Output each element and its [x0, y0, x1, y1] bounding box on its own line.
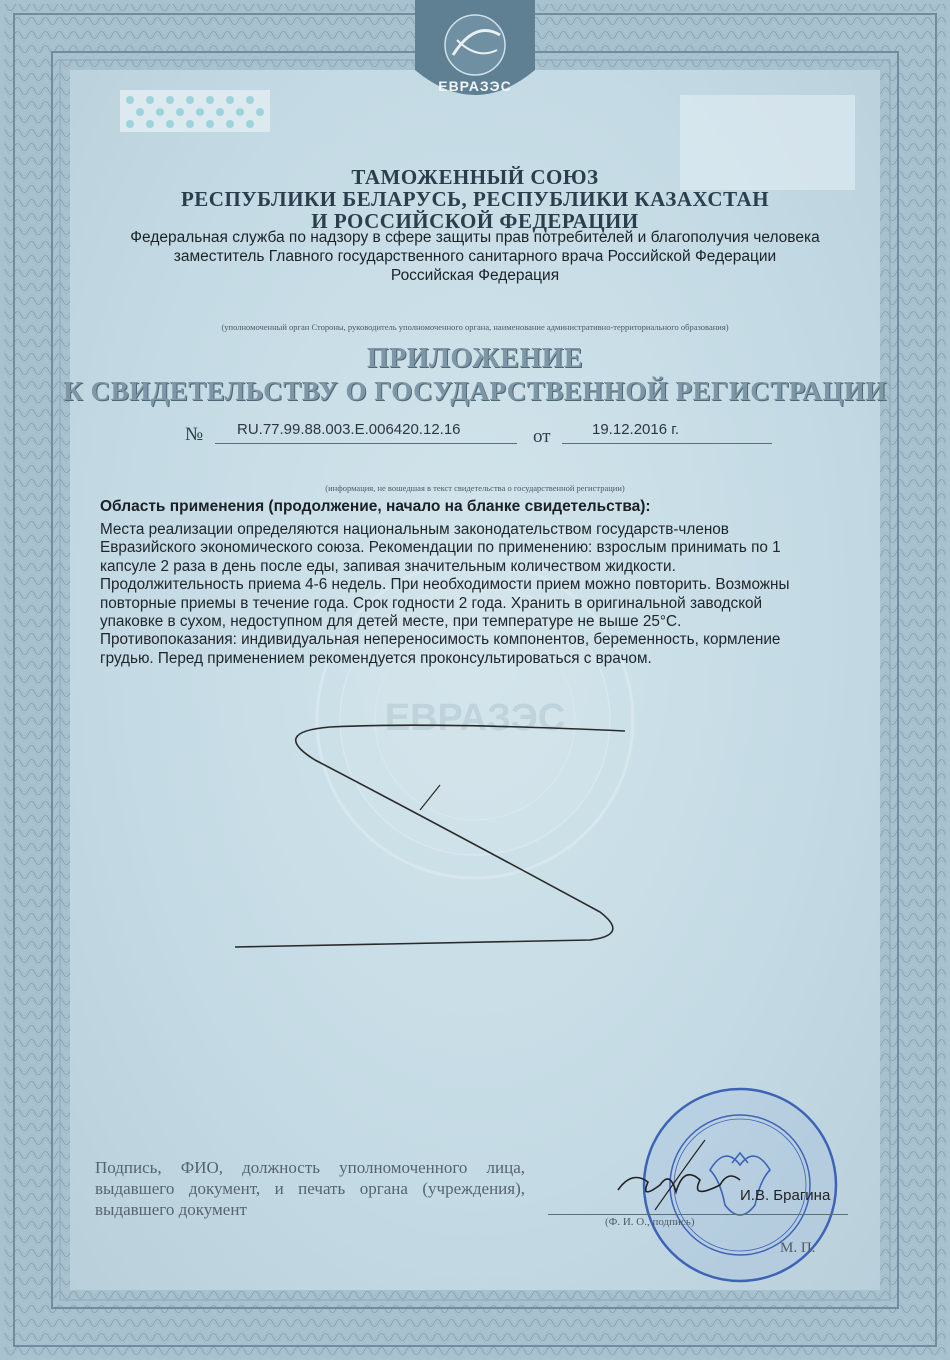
scope-line: Места реализации определяются национальным законодательством государств-членов — [100, 521, 729, 538]
union-title-line3: И РОССИЙСКОЙ ФЕДЕРАЦИИ — [311, 209, 639, 233]
registration-date: 19.12.2016 г. — [592, 421, 680, 438]
signature-line — [548, 1214, 848, 1215]
scope-line: Продолжительность приема 4-6 недель. При необходимости прием можно повторить. Возможны — [100, 576, 790, 594]
name-caption: (Ф. И. О., подпись) — [605, 1216, 695, 1228]
signature-caption: Подпись, ФИО, должность уполномоченного лица, выдавшего документ, и печать органа (учреждения), выдавшего документ — [95, 1158, 525, 1219]
scope-line: грудью. Перед применением рекомендуется проконсультироваться с врачом. — [100, 649, 652, 667]
application-scope — [100, 497, 860, 668]
seal-mark: М. П. — [780, 1240, 816, 1256]
registration-number: RU.77.99.88.003.E.006420.12.16 — [237, 421, 461, 438]
watermark-label: ЕВРАЗЭС — [384, 697, 566, 739]
union-title-line1: ТАМОЖЕННЫЙ СОЮЗ — [351, 165, 599, 189]
scope-line: Противопоказания: индивидуальная непереносимость компонентов, беременность, кормление — [100, 631, 781, 649]
authority-caption: (уполномоченный орган Стороны, руководитель уполномоченного органа, наименование административно-территориального образования) — [221, 322, 729, 332]
authority-line3: Российская Федерация — [390, 267, 560, 284]
scope-line: Евразийского экономического союза. Рекомендации по применению: взрослым принимать по 1 — [100, 539, 781, 557]
scope-heading: Область применения (продолжение, начало на бланке свидетельства): — [100, 498, 651, 515]
signer-name: И.В. Брагина — [740, 1187, 831, 1204]
authority-line2: заместитель Главного государственного санитарного врача Российской Федерации — [173, 248, 777, 265]
appendix-title: ПРИЛОЖЕНИЕ — [366, 343, 584, 374]
scope-line: упаковке в сухом, недоступном для детей месте, при температуре не выше 25°С. — [100, 613, 682, 631]
registration-caption: (информация, не вошедшая в текст свидетельства о государственной регистрации) — [325, 483, 625, 493]
scope-line: капсуле 2 раза в день после еды, запивая значительным количеством жидкости. — [100, 557, 676, 575]
appendix-subtitle: К СВИДЕТЕЛЬСТВУ О ГОСУДАРСТВЕННОЙ РЕГИСТРАЦИИ — [63, 376, 887, 406]
union-title-line2: РЕСПУБЛИКИ БЕЛАРУСЬ, РЕСПУБЛИКИ КАЗАХСТАН — [180, 187, 770, 211]
hologram-strip-icon — [120, 90, 270, 132]
emblem-label: ЕВРАЗЭС — [438, 78, 512, 94]
authority-line1: Федеральная служба по надзору в сфере защиты прав потребителей и благополучия человека — [130, 229, 820, 246]
registration-line — [185, 418, 785, 448]
date-label: от — [533, 426, 551, 447]
number-label: № — [185, 424, 204, 445]
scope-line: повторные приемы в течение года. Срок годности 2 года. Хранить в оригинальной заводской — [100, 594, 763, 612]
